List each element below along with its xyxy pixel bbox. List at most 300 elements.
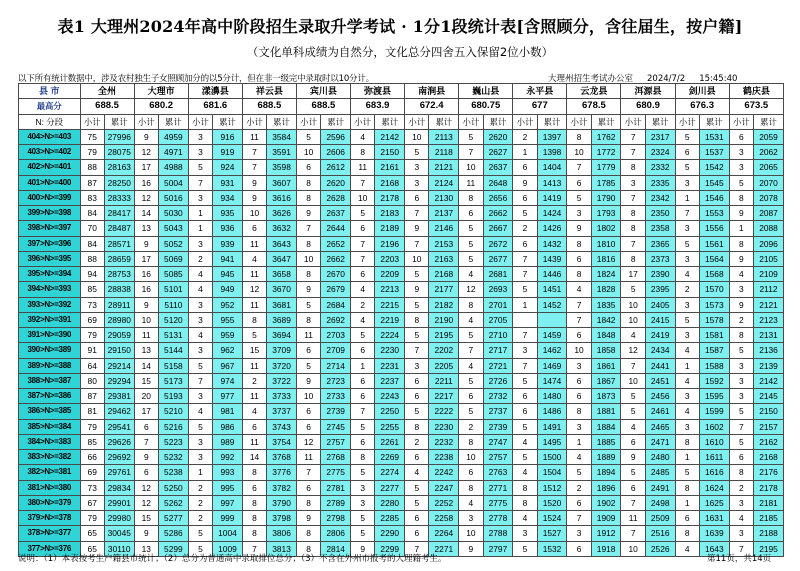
cumulative-cell: 2139	[754, 358, 784, 373]
cumulative-cell: 1802	[591, 221, 621, 236]
cumulative-cell: 1459	[537, 328, 567, 343]
count-cell: 1	[188, 465, 212, 480]
count-cell: 6	[567, 251, 591, 266]
cumulative-header-cell: 累计	[213, 114, 243, 129]
count-cell: 7	[405, 541, 429, 556]
count-cell: 5	[405, 297, 429, 312]
cumulative-cell: 2656	[483, 190, 513, 205]
cumulative-cell: 2178	[375, 190, 405, 205]
count-cell: 5	[296, 358, 320, 373]
cumulative-cell: 29901	[104, 495, 134, 510]
cumulative-cell: 1785	[591, 175, 621, 190]
cumulative-cell: 3798	[267, 511, 297, 526]
cumulative-cell: 28838	[104, 282, 134, 297]
count-cell: 7	[134, 434, 158, 449]
cumulative-cell: 1592	[699, 373, 729, 388]
count-cell: 12	[621, 343, 645, 358]
cumulative-cell: 2335	[645, 175, 675, 190]
cumulative-cell: 2627	[483, 145, 513, 160]
cumulative-cell: 2145	[754, 389, 784, 404]
cumulative-cell: 3643	[267, 236, 297, 251]
cumulative-cell: 1462	[537, 343, 567, 358]
count-cell: 7	[621, 495, 645, 510]
cumulative-cell: 3584	[267, 129, 297, 144]
county-name-cell: 祥云县	[242, 84, 296, 99]
cumulative-cell: 29541	[104, 419, 134, 434]
count-cell: 79	[80, 511, 104, 526]
count-cell: 6	[621, 434, 645, 449]
count-cell: 4	[729, 267, 753, 282]
cumulative-cell: 2390	[645, 267, 675, 282]
cumulative-cell: 3743	[267, 419, 297, 434]
count-cell: 12	[134, 145, 158, 160]
cumulative-cell: 3813	[267, 541, 297, 556]
count-cell: 10	[621, 312, 645, 327]
table-row	[19, 129, 784, 144]
count-cell: 8	[350, 145, 374, 160]
cumulative-cell: 2163	[429, 251, 459, 266]
count-cell: 15	[134, 373, 158, 388]
count-cell: 5	[729, 404, 753, 419]
cumulative-cell: 3616	[267, 190, 297, 205]
cumulative-cell: 2771	[483, 480, 513, 495]
cumulative-cell: 5277	[159, 511, 189, 526]
cumulative-cell: 2620	[321, 175, 351, 190]
cumulative-cell: 2628	[321, 190, 351, 205]
cumulative-cell: 3776	[267, 465, 297, 480]
count-cell: 70	[80, 221, 104, 236]
cumulative-cell: 2183	[375, 206, 405, 221]
count-cell: 3	[621, 175, 645, 190]
cumulative-cell: 3632	[267, 221, 297, 236]
cumulative-cell: 1639	[699, 526, 729, 541]
count-cell: 9	[729, 206, 753, 221]
cumulative-cell: 1610	[699, 434, 729, 449]
cumulative-cell: 1546	[699, 190, 729, 205]
cumulative-cell: 2153	[429, 236, 459, 251]
score-segment-cell: 400>N>=399	[19, 190, 81, 205]
count-cell: 6	[296, 480, 320, 495]
count-cell: 8	[242, 511, 266, 526]
cumulative-cell: 941	[213, 251, 243, 266]
cumulative-cell: 977	[213, 389, 243, 404]
cumulative-cell: 2705	[483, 312, 513, 327]
count-cell: 7	[350, 404, 374, 419]
cumulative-cell: 2747	[483, 434, 513, 449]
cumulative-cell: 2242	[429, 465, 459, 480]
score-segment-cell: 377>N>=376	[19, 541, 81, 556]
count-cell: 84	[80, 236, 104, 251]
cumulative-cell: 2709	[321, 343, 351, 358]
count-cell: 4	[242, 251, 266, 266]
count-cell: 7	[621, 129, 645, 144]
cumulative-cell: 2814	[321, 541, 351, 556]
count-cell: 10	[621, 541, 645, 556]
cumulative-cell: 2703	[321, 328, 351, 343]
cumulative-cell: 1573	[699, 297, 729, 312]
count-cell: 10	[567, 145, 591, 160]
cumulative-cell: 1527	[537, 526, 567, 541]
cumulative-cell: 2365	[645, 236, 675, 251]
cumulative-cell: 2745	[321, 419, 351, 434]
count-cell: 12	[134, 190, 158, 205]
cumulative-cell: 1631	[699, 511, 729, 526]
cumulative-cell: 2693	[483, 282, 513, 297]
count-cell: 6	[459, 465, 483, 480]
count-cell: 4	[675, 541, 699, 556]
cumulative-cell: 29761	[104, 465, 134, 480]
cumulative-cell: 2087	[754, 206, 784, 221]
score-segment-cell: 396>N>=395	[19, 251, 81, 266]
cumulative-cell: 2721	[483, 358, 513, 373]
count-cell: 8	[675, 434, 699, 449]
count-cell: 6	[513, 389, 537, 404]
cumulative-cell: 2667	[483, 221, 513, 236]
count-cell: 5	[513, 450, 537, 465]
count-header-cell: 小计	[459, 114, 483, 129]
table-row	[19, 450, 784, 465]
count-cell: 10	[621, 297, 645, 312]
count-cell: 3	[675, 251, 699, 266]
count-cell: 5	[459, 129, 483, 144]
cumulative-cell: 2109	[754, 267, 784, 282]
cumulative-cell: 2136	[754, 343, 784, 358]
table-row	[19, 160, 784, 175]
count-cell: 7	[188, 373, 212, 388]
score-segment-cell: 399>N>=398	[19, 206, 81, 221]
count-cell: 3	[567, 206, 591, 221]
count-cell: 7	[405, 236, 429, 251]
count-cell: 5	[675, 160, 699, 175]
cumulative-cell: 2168	[429, 267, 459, 282]
cumulative-cell: 919	[213, 145, 243, 160]
cumulative-cell: 2350	[645, 206, 675, 221]
count-cell: 3	[567, 419, 591, 434]
cumulative-cell: 28075	[104, 145, 134, 160]
cumulative-header-cell: 累计	[537, 114, 567, 129]
cumulative-cell: 1404	[537, 160, 567, 175]
cumulative-cell: 1861	[591, 358, 621, 373]
score-segment-cell: 395>N>=394	[19, 267, 81, 282]
count-header-cell: 小计	[513, 114, 537, 129]
cumulative-cell: 2105	[754, 251, 784, 266]
count-cell: 5	[675, 129, 699, 144]
cumulative-cell: 2419	[645, 328, 675, 343]
cumulative-cell: 1504	[537, 465, 567, 480]
cumulative-cell: 27996	[104, 129, 134, 144]
cumulative-cell: 28487	[104, 221, 134, 236]
cumulative-cell: 2652	[321, 236, 351, 251]
cumulative-cell: 5210	[159, 404, 189, 419]
count-cell: 6	[405, 373, 429, 388]
count-cell: 6	[405, 511, 429, 526]
count-cell: 7	[621, 190, 645, 205]
cumulative-cell: 2681	[483, 267, 513, 282]
count-cell: 5	[188, 541, 212, 556]
count-cell: 5	[350, 526, 374, 541]
cumulative-cell: 1532	[537, 541, 567, 556]
cumulative-cell: 1542	[699, 160, 729, 175]
cumulative-cell: 989	[213, 434, 243, 449]
cumulative-cell: 30045	[104, 526, 134, 541]
count-cell: 8	[296, 495, 320, 510]
table-row	[19, 145, 784, 160]
cumulative-cell: 3694	[267, 328, 297, 343]
count-cell: 7	[729, 419, 753, 434]
count-cell: 5	[350, 328, 374, 343]
cumulative-cell: 2781	[321, 480, 351, 495]
cumulative-cell: 29381	[104, 389, 134, 404]
cumulative-cell: 986	[213, 419, 243, 434]
count-cell: 4	[459, 267, 483, 282]
cumulative-cell: 1578	[699, 312, 729, 327]
cumulative-cell: 1602	[699, 419, 729, 434]
count-cell: 6	[350, 373, 374, 388]
count-cell: 75	[80, 129, 104, 144]
count-cell: 5	[621, 465, 645, 480]
cumulative-cell: 3598	[267, 160, 297, 175]
count-cell	[513, 312, 537, 327]
cumulative-cell: 2342	[645, 190, 675, 205]
cumulative-cell: 28571	[104, 236, 134, 251]
count-cell: 10	[567, 343, 591, 358]
score-segment-cell: 378>N>=377	[19, 526, 81, 541]
cumulative-cell: 1581	[699, 328, 729, 343]
count-cell: 7	[405, 343, 429, 358]
cumulative-cell: 1790	[591, 190, 621, 205]
cumulative-cell: 1828	[591, 282, 621, 297]
count-cell: 4	[188, 282, 212, 297]
count-cell: 5	[188, 526, 212, 541]
count-cell: 5	[350, 465, 374, 480]
cumulative-cell: 2137	[429, 206, 459, 221]
cumulative-cell: 1451	[537, 282, 567, 297]
count-cell: 5	[513, 206, 537, 221]
count-cell: 17	[134, 251, 158, 266]
cumulative-cell: 5144	[159, 343, 189, 358]
count-cell: 8	[405, 419, 429, 434]
count-cell: 85	[80, 282, 104, 297]
cumulative-cell: 2775	[321, 465, 351, 480]
cumulative-cell: 1909	[591, 511, 621, 526]
cumulative-cell: 2142	[375, 129, 405, 144]
count-cell: 6	[567, 328, 591, 343]
count-cell: 6	[350, 343, 374, 358]
cumulative-cell: 2142	[754, 373, 784, 388]
count-cell: 9	[729, 297, 753, 312]
cumulative-cell: 4988	[159, 160, 189, 175]
max-score-cell: 672.4	[405, 99, 459, 114]
cumulative-cell: 2648	[483, 175, 513, 190]
cumulative-cell: 1599	[699, 404, 729, 419]
cumulative-cell: 2150	[375, 145, 405, 160]
county-name-cell: 南涧县	[405, 84, 459, 99]
cumulative-cell: 935	[213, 206, 243, 221]
count-cell: 15	[134, 511, 158, 526]
count-cell: 10	[459, 526, 483, 541]
cumulative-cell: 2168	[754, 450, 784, 465]
count-cell: 3	[729, 389, 753, 404]
count-cell: 8	[513, 495, 537, 510]
cumulative-header-cell: 累计	[591, 114, 621, 129]
count-cell: 8	[621, 206, 645, 221]
count-cell: 8	[729, 236, 753, 251]
cumulative-header-cell: 累计	[483, 114, 513, 129]
count-cell: 3	[405, 175, 429, 190]
count-cell: 2	[675, 282, 699, 297]
count-cell: 2	[459, 419, 483, 434]
count-cell: 9	[296, 206, 320, 221]
count-cell: 79	[80, 419, 104, 434]
cumulative-cell: 1772	[591, 145, 621, 160]
cumulative-header-cell: 累计	[429, 114, 459, 129]
cumulative-cell: 5232	[159, 450, 189, 465]
cumulative-cell: 1480	[537, 389, 567, 404]
cumulative-cell: 2332	[645, 160, 675, 175]
cumulative-cell: 2441	[645, 358, 675, 373]
cumulative-cell: 2726	[483, 373, 513, 388]
cumulative-cell: 2290	[375, 526, 405, 541]
table-row	[19, 358, 784, 373]
cumulative-cell: 2269	[375, 450, 405, 465]
cumulative-cell: 2121	[754, 297, 784, 312]
cumulative-cell: 2789	[321, 495, 351, 510]
cumulative-cell: 2644	[321, 221, 351, 236]
count-cell: 7	[405, 206, 429, 221]
count-cell: 4	[513, 511, 537, 526]
max-score-cell: 678.5	[567, 99, 621, 114]
cumulative-cell: 2373	[645, 251, 675, 266]
count-cell: 83	[80, 190, 104, 205]
table-row	[19, 389, 784, 404]
count-cell: 1	[675, 450, 699, 465]
cumulative-cell: 1912	[591, 526, 621, 541]
cumulative-header-cell: 累计	[321, 114, 351, 129]
cumulative-cell: 1867	[591, 373, 621, 388]
score-segment-cell: 386>N>=385	[19, 404, 81, 419]
cumulative-header-cell: 累计	[159, 114, 189, 129]
cumulative-cell: 2130	[429, 190, 459, 205]
count-cell: 6	[567, 175, 591, 190]
count-cell: 5	[567, 465, 591, 480]
cumulative-cell: 2465	[645, 419, 675, 434]
count-cell: 87	[80, 389, 104, 404]
cumulative-cell: 2250	[375, 404, 405, 419]
cumulative-cell: 2612	[321, 160, 351, 175]
count-cell: 65	[80, 526, 104, 541]
count-cell: 3	[188, 450, 212, 465]
count-cell: 8	[729, 190, 753, 205]
count-cell: 6	[567, 495, 591, 510]
cumulative-cell: 2757	[483, 450, 513, 465]
count-cell: 9	[134, 236, 158, 251]
cumulative-cell: 5223	[159, 434, 189, 449]
count-cell: 8	[459, 480, 483, 495]
cumulative-cell: 1884	[591, 419, 621, 434]
count-cell: 6	[350, 434, 374, 449]
count-cell: 3	[675, 389, 699, 404]
cumulative-cell: 5016	[159, 190, 189, 205]
count-cell: 79	[80, 145, 104, 160]
count-cell: 8	[567, 404, 591, 419]
cumulative-cell: 5120	[159, 312, 189, 327]
count-cell: 3	[675, 297, 699, 312]
count-cell: 5	[296, 297, 320, 312]
max-score-cell: 688.5	[296, 99, 350, 114]
cumulative-cell: 5286	[159, 526, 189, 541]
count-cell: 4	[459, 495, 483, 510]
count-cell: 11	[242, 358, 266, 373]
cumulative-cell: 5250	[159, 480, 189, 495]
table-row	[19, 190, 784, 205]
count-cell: 5	[405, 145, 429, 160]
cumulative-cell: 993	[213, 465, 243, 480]
cumulative-cell: 3607	[267, 175, 297, 190]
cumulative-cell: 2203	[375, 251, 405, 266]
count-cell: 6	[459, 206, 483, 221]
cumulative-header-cell: 累计	[267, 114, 297, 129]
table-row	[19, 251, 784, 266]
cumulative-header-cell: 累计	[754, 114, 784, 129]
cumulative-cell: 1452	[537, 297, 567, 312]
score-segment-cell: 398>N>=397	[19, 221, 81, 236]
score-segment-cell: 390>N>=389	[19, 343, 81, 358]
count-cell: 17	[621, 267, 645, 282]
table-body	[19, 84, 784, 557]
score-segment-cell: 401>N>=400	[19, 175, 81, 190]
count-cell: 5	[188, 419, 212, 434]
count-cell: 10	[134, 312, 158, 327]
cumulative-cell: 4971	[159, 145, 189, 160]
count-cell: 81	[80, 404, 104, 419]
count-cell: 7	[459, 145, 483, 160]
county-header-row	[19, 84, 784, 99]
cumulative-cell: 5043	[159, 221, 189, 236]
cumulative-cell: 2252	[429, 495, 459, 510]
cumulative-cell: 3689	[267, 312, 297, 327]
table-row	[19, 282, 784, 297]
count-header-cell: 小计	[729, 114, 753, 129]
max-score-cell: 676.3	[675, 99, 729, 114]
count-cell: 10	[296, 145, 320, 160]
cumulative-cell: 2195	[429, 328, 459, 343]
count-cell: 10	[405, 251, 429, 266]
count-cell: 6	[513, 404, 537, 419]
table-row	[19, 312, 784, 327]
cumulative-cell: 1902	[591, 495, 621, 510]
count-cell: 8	[296, 190, 320, 205]
count-cell: 11	[459, 175, 483, 190]
count-cell: 4	[621, 419, 645, 434]
cumulative-cell: 3733	[267, 389, 297, 404]
count-cell: 13	[134, 343, 158, 358]
count-cell: 8	[621, 251, 645, 266]
count-cell: 3	[350, 495, 374, 510]
count-cell: 88	[80, 251, 104, 266]
score-segment-cell: 394>N>=393	[19, 282, 81, 297]
count-cell: 79	[80, 328, 104, 343]
cumulative-cell: 2112	[754, 282, 784, 297]
cumulative-cell: 952	[213, 297, 243, 312]
count-cell: 9	[134, 297, 158, 312]
count-cell: 1	[567, 434, 591, 449]
cumulative-cell: 2190	[429, 312, 459, 327]
score-segment-cell: 380>N>=379	[19, 495, 81, 510]
max-score-row	[19, 99, 784, 114]
cumulative-cell: 1816	[591, 251, 621, 266]
count-cell: 9	[296, 511, 320, 526]
table-row	[19, 434, 784, 449]
